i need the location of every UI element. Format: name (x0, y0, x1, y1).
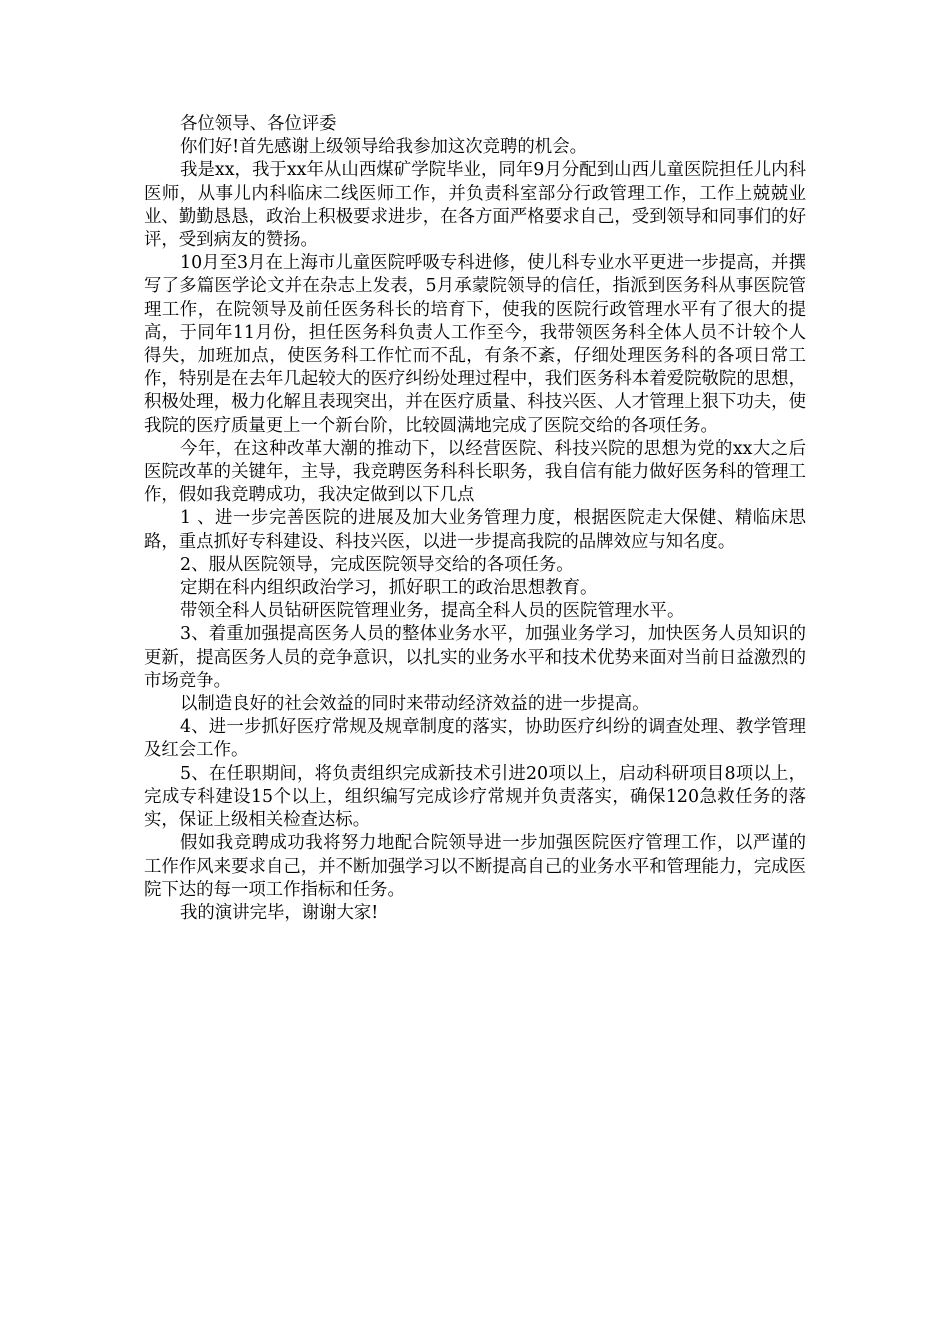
speech-body (144, 113, 806, 925)
introduction-paragraph: 我是xx，我于xx年从山西煤矿学院毕业，同年9月分配到山西儿童医院担任儿内科医师，从事儿内科临床二线医师工作，并负责科室部分行政管理工作，工作上兢兢业业、勤勤恳恳，政治上积极要求进步，在各方面严格要求自己，受到领导和同事们的好评，受到病友的赞扬。 (144, 160, 806, 251)
salutation: 各位领导、各位评委 (180, 114, 337, 134)
greeting-paragraph: 你们好!首先感谢上级领导给我参加这次竞聘的机会。 (180, 137, 587, 158)
experience-paragraph: 10月至3月在上海市儿童医院呼吸专科进修，使儿科专业水平更进一步提高，并撰写了多篇医学论文并在杂志上发表，5月承蒙院领导的信任，指派到医务科从事医院管理工作，在院领导及前任医务科长的培育下，使我的医院行政管理水平有了很大的提高，于同年11月份，担任医务科负责人工作至今，我带领医务科全体人员不计较个人得失，加班加点，使医务科工作忙而不乱，有条不紊，仔细处理医务科的各项日常工作，特别是在去年几起较大的医疗纠纷处理过程中，我们医务科本着爱院敬院的思想，积极处理，极力化解且表现突出，并在医疗质量、科技兴医、人才管理上狠下功夫，使我院的医疗质量更上一个新台阶，比较圆满地完成了医院交给的各项任务。 (144, 253, 806, 436)
commitment-paragraph: 假如我竞聘成功我将努力地配合院领导进一步加强医院医疗管理工作，以严谨的工作作风来要求自己，并不断加强学习以不断提高自己的业务水平和管理能力，完成医院下达的每一项工作指标和任务。 (144, 833, 806, 900)
plan-item-3-detail: 以制造良好的社会效益的同时来带动经济效益的进一步提高。 (180, 694, 650, 715)
plan-item-4: 4、进一步抓好医疗常规及规章制度的落实，协助医疗纠纷的调查处理、教学管理及红会工作。 (144, 717, 806, 761)
plan-item-3: 3、着重加强提高医务人员的整体业务水平，加强业务学习，加快医务人员知识的更新，提高医务人员的竞争意识，以扎实的业务水平和技术优势来面对当前日益激烈的市场竞争。 (144, 624, 806, 691)
plan-item-2-detail-b: 带领全科人员钻研医院管理业务，提高全科人员的医院管理水平。 (180, 601, 685, 622)
plan-item-1: 1 、进一步完善医院的进展及加大业务管理力度，根据医院走大保健、精临床思路，重点抓好专科建设、科技兴医，以进一步提高我院的品牌效应与知名度。 (144, 508, 806, 552)
intent-paragraph: 今年，在这种改革大潮的推动下，以经营医院、科技兴院的思想为党的xx大之后医院改革的关键年，主导，我竞聘医务科科长职务，我自信有能力做好医务科的管理工作，假如我竞聘成功，我决定做到以下几点 (144, 438, 806, 506)
plan-item-2: 2、服从医院领导，完成医院领导交给的各项任务。 (180, 554, 574, 575)
plan-item-5: 5、在任职期间，将负责组织完成新技术引进20项以上，启动科研项目8项以上，完成专科建设15个以上，组织编写完成诊疗常规并负责落实，确保120急救任务的落实，保证上级相关检查达标。 (144, 763, 806, 831)
closing-line: 我的演讲完毕，谢谢大家! (180, 902, 379, 923)
plan-item-2-detail-a: 定期在科内组织政治学习，抓好职工的政治思想教育。 (180, 578, 598, 599)
